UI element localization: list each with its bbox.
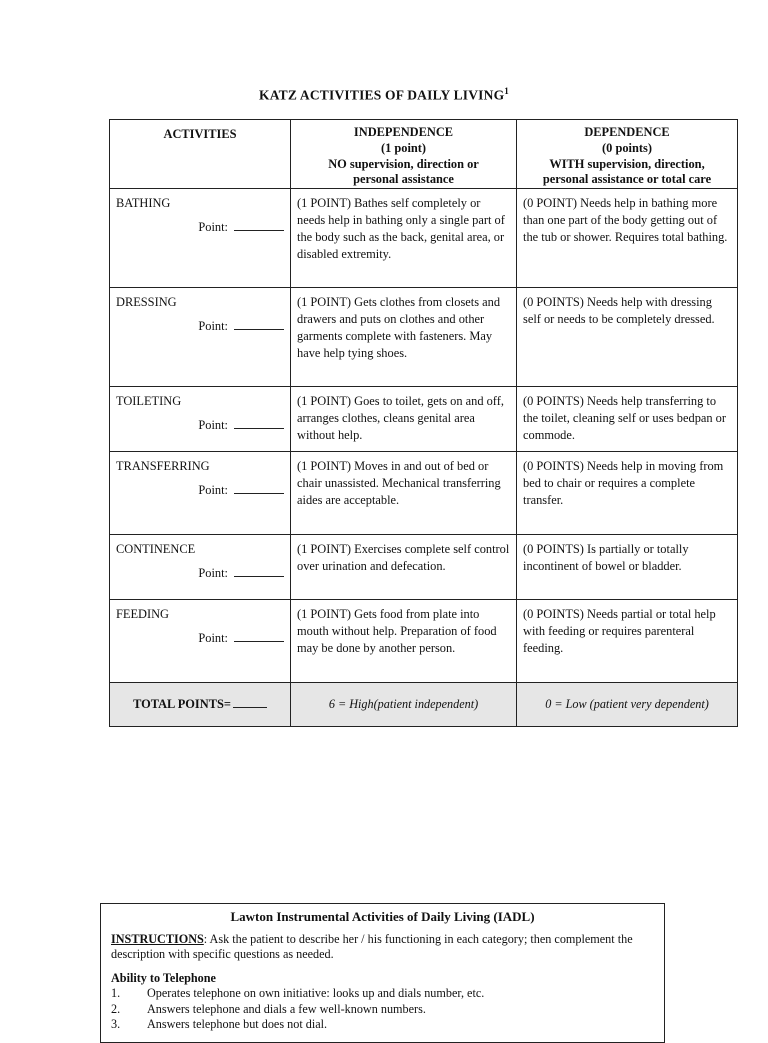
list-item (111, 986, 654, 1002)
katz-header-row (110, 120, 738, 189)
lawton-title: Lawton Instrumental Activities of Daily Living (IADL) (230, 909, 535, 924)
katz-row-dressing (110, 288, 738, 387)
section-heading: Ability to Telephone (111, 970, 216, 985)
total-points-blank[interactable] (233, 697, 267, 708)
point-blank[interactable] (234, 418, 284, 429)
total-low-legend: 0 = Low (patient very dependent) (517, 683, 738, 727)
katz-title-text: KATZ ACTIVITIES OF DAILY LIVING (259, 87, 505, 103)
independence-cell: (1 POINT) Bathes self completely or needs help in bathing only a single part of the body such as the back, genital area, or disabled extremity. (291, 189, 517, 288)
list-item-number: 2. (111, 1001, 121, 1016)
total-points-field[interactable] (110, 683, 291, 727)
point-blank[interactable] (234, 483, 284, 494)
katz-table (109, 119, 738, 727)
dependence-cell: (0 POINTS) Needs help with dressing self or needs to be completely dressed. (517, 288, 738, 387)
point-label: Point: (198, 417, 228, 432)
header-dependence-line-1: DEPENDENCE (584, 125, 670, 139)
point-label: Point: (198, 219, 228, 234)
list-item (111, 1017, 654, 1033)
activity-name: TOILETING (116, 394, 182, 409)
header-dependence (517, 120, 738, 189)
header-independence-line-4: personal assistance (353, 172, 454, 187)
katz-row-toileting (110, 387, 738, 452)
katz-row-transferring (110, 452, 738, 535)
independence-cell: (1 POINT) Goes to toilet, gets on and off, arranges clothes, cleans genital area without help. (291, 387, 517, 452)
header-dependence-line-3: WITH supervision, direction, (549, 156, 705, 171)
activity-name: FEEDING (116, 607, 169, 622)
list-item-text: Answers telephone but does not dial. (147, 1017, 328, 1031)
dependence-cell: (0 POINTS) Is partially or totally incontinent of bowel or bladder. (517, 535, 738, 600)
independence-cell: (1 POINT) Exercises complete self control over urination and defecation. (291, 535, 517, 600)
point-field[interactable] (116, 630, 284, 647)
header-dependence-line-4: personal assistance or total care (542, 172, 712, 187)
header-independence-line-1: INDEPENDENCE (353, 125, 454, 139)
point-blank[interactable] (234, 566, 284, 577)
list-item-text: Operates telephone on own initiative: looks up and dials number, etc. (147, 986, 485, 1000)
total-points-label: TOTAL POINTS= (133, 697, 231, 712)
lawton-iadl-box (100, 903, 665, 1043)
activity-name: BATHING (116, 196, 171, 211)
independence-cell: (1 POINT) Gets clothes from closets and drawers and puts on clothes and other garments complete with fasteners. May have help tying shoes. (291, 288, 517, 387)
point-blank[interactable] (234, 631, 284, 642)
list-item-number: 3. (111, 1017, 121, 1031)
activity-cell (110, 600, 291, 683)
header-independence-line-2: (1 point) (380, 140, 427, 155)
dependence-cell: (0 POINTS) Needs help transferring to the toilet, cleaning self or uses bedpan or commode. (517, 387, 738, 452)
independence-cell: (1 POINT) Gets food from plate into mouth without help. Preparation of food may be done by another person. (291, 600, 517, 683)
lawton-instructions (111, 932, 654, 963)
activity-cell (110, 288, 291, 387)
activity-name: TRANSFERRING (116, 459, 210, 474)
independence-cell: (1 POINT) Moves in and out of bed or chair unassisted. Mechanical transferring aides are acceptable. (291, 452, 517, 535)
katz-row-continence (110, 535, 738, 600)
point-label: Point: (198, 630, 228, 645)
point-field[interactable] (116, 482, 284, 499)
activity-cell (110, 452, 291, 535)
katz-total-row (110, 683, 738, 727)
point-blank[interactable] (234, 319, 284, 330)
katz-title-footnote: 1 (504, 86, 509, 96)
header-dependence-line-2: (0 points) (602, 140, 652, 155)
point-label: Point: (198, 565, 228, 580)
instructions-text: : Ask the patient to describe her / his functioning in each category; then complement the description with specific questions as needed. (111, 931, 633, 961)
dependence-cell: (0 POINTS) Needs partial or total help with feeding or requires parenteral feeding. (517, 600, 738, 683)
point-field[interactable] (116, 318, 284, 335)
list-item-text: Answers telephone and dials a few well-known numbers. (147, 1001, 426, 1016)
katz-title (0, 86, 768, 104)
dependence-cell: (0 POINT) Needs help in bathing more than one part of the body getting out of the tub or shower. Requires total bathing. (517, 189, 738, 288)
point-field[interactable] (116, 565, 284, 582)
activity-cell (110, 189, 291, 288)
katz-row-feeding (110, 600, 738, 683)
instructions-label: INSTRUCTIONS (111, 931, 204, 946)
activity-cell (110, 387, 291, 452)
point-field[interactable] (116, 417, 284, 434)
point-blank[interactable] (234, 220, 284, 231)
dependence-cell: (0 POINTS) Needs help in moving from bed to chair or requires a complete transfer. (517, 452, 738, 535)
header-independence (291, 120, 517, 189)
point-label: Point: (198, 482, 228, 497)
point-label: Point: (198, 318, 228, 333)
total-high-legend: 6 = High(patient independent) (291, 683, 517, 727)
header-independence-line-3: NO supervision, direction or (328, 156, 479, 171)
activity-name: CONTINENCE (116, 542, 196, 557)
list-item-number: 1. (111, 986, 121, 1000)
header-activities: ACTIVITIES (110, 120, 291, 189)
activity-name: DRESSING (116, 295, 177, 310)
list-item (111, 1002, 654, 1018)
point-field[interactable] (116, 219, 284, 236)
activity-cell (110, 535, 291, 600)
katz-row-bathing (110, 189, 738, 288)
